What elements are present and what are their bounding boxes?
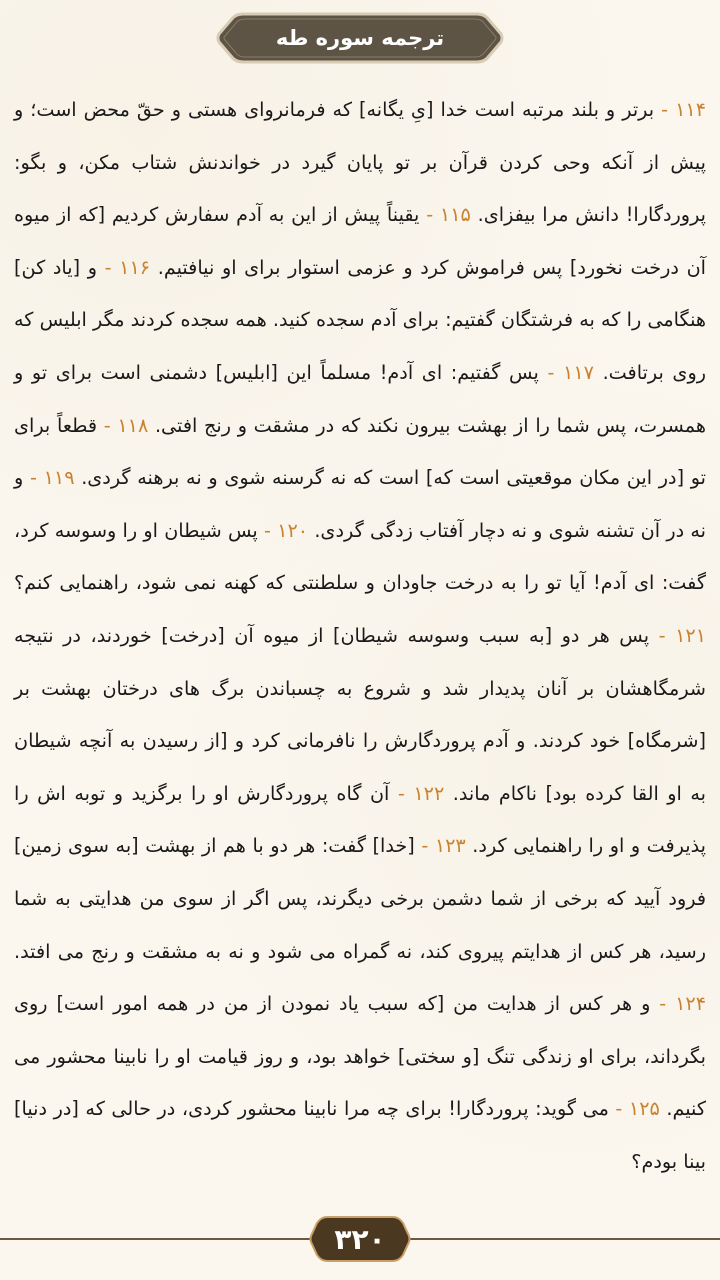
verse-text: و نه در آن تشنه شوى و نه دچار آفتاب زدگى گردى. [14, 466, 706, 542]
verse-text: آن گاه پروردگارش او را برگزيد و توبه اش را پذيرفت و او را راهنمايى كرد. [14, 781, 707, 858]
footer-divider-left [0, 1238, 310, 1240]
verse [14, 624, 706, 805]
verse-number: ۱۱۵ [439, 203, 471, 227]
verse-number: ۱۲۰ [277, 518, 309, 542]
surah-title: ترجمه سوره طه [275, 26, 445, 50]
verse-text: برتر و بلند مرتبه است خدا [ىِ يگانه] كه فرمانرواى هستى و حقّ محض است؛ و پيش از آنكه وحى كردن قرآن بر تو پايان گيرد در خواندنش شتاب مكن، و بگو: پروردگارا! دانش مرا بيفزاى. [14, 98, 706, 227]
verse [14, 1097, 706, 1173]
verse-number: ۱۲۲ [413, 781, 445, 805]
verse-text: و [ياد كن] هنگامى را كه به فرشتگان گفتيم: براى آدم سجده كنيد. همه سجده كردند مگر ابليس كه روى برتافت. [14, 255, 706, 384]
verse-text: پس شيطان او را وسوسه كرد، گفت: اى آدم! آيا تو را به درخت جاودان و سلطنتى كه كهنه نمى شود، راهنمايى كنم؟ [14, 518, 706, 595]
footer-divider-right [410, 1238, 720, 1240]
page-number-badge [309, 1214, 411, 1264]
verse-number: ۱۲۴ [675, 992, 706, 1016]
verse-text: يقيناً پيش از اين به آدم سفارش كرديم [كه از ميوه آن درخت نخورد] پس فراموش كرد و عزمى استوار براى او نيافتيم. [14, 203, 706, 279]
verse-separator: - [654, 98, 676, 121]
verse-separator: - [608, 1097, 629, 1121]
verse-separator: - [96, 255, 120, 279]
verse-number: ۱۲۱ [675, 623, 707, 647]
verse-text: پس گفتيم: اى آدم! مسلماً اين [ابليس] دشمنى است براى تو و همسرت، پس شما را از بهشت بيرون نكند كه در مشقت و رنج افتى. [14, 360, 707, 437]
verse-separator: - [419, 203, 440, 227]
verse-separator: - [257, 518, 278, 542]
verse-number: ۱۲۵ [628, 1097, 660, 1121]
verse-separator: - [23, 466, 44, 490]
verse-text: مى گويد: پروردگارا! براى چه مرا نابينا محشور كردى، در حالى كه [در دنيا] بينا بودم؟ [14, 1097, 706, 1173]
verse-text: پس هر دو [به سبب وسوسه شيطان] از ميوه آن [درخت] خوردند، در نتيجه شرمگاهشان بر آنان پديدار شد و شروع به چسباندن برگ هاى درختان بهشت بر [شرمگاه] خود كردند. و آدم پروردگارش را نافرمانى كرد و [از رسيدن به آنچه شيطان به او القا كرده بود] ناكام ماند. [14, 623, 707, 805]
verse-separator: - [97, 413, 118, 437]
translation-text-block [14, 84, 706, 1188]
verse-separator: - [414, 834, 435, 858]
verse-text: و هر كس از هدايت من [كه سبب ياد نمودن از من در همه امور است] روى بگرداند، براى او زندگى تنگ [و سختى] خواهد بود، و روز قيامت او را نابينا محشور مى كنيم. [14, 992, 706, 1121]
surah-title-banner [215, 10, 505, 66]
verse-number: ۱۱۸ [117, 413, 149, 437]
verse-number: ۱۱۹ [43, 466, 75, 490]
verse-number: ۱۱۷ [563, 360, 594, 384]
verse-number: ۱۱۴ [675, 98, 706, 121]
verse-separator: - [389, 781, 414, 805]
verse-separator: - [538, 360, 564, 384]
verse-number: ۱۱۶ [119, 255, 151, 279]
verse-number: ۱۲۳ [434, 834, 466, 858]
verse-separator: - [650, 992, 676, 1016]
verse-text: [خدا] گفت: هر دو با هم از بهشت [به سوى زمين] فرود آييد كه برخى از شما دشمن برخى ديگرند، پس اگر از سوى من هدايتى به شما رسيد، هر كس از هدايتم پيروى كند، نه گمراه مى شود و نه به مشقت و رنج مى افتد. [14, 834, 706, 963]
verse-separator: - [649, 623, 676, 647]
verse-text: قطعاً براى تو [در اين مكان موقعيتى است كه] است كه نه گرسنه شوى و نه برهنه گردى. [14, 413, 706, 490]
page-number: ۳۲۰ [334, 1222, 386, 1256]
